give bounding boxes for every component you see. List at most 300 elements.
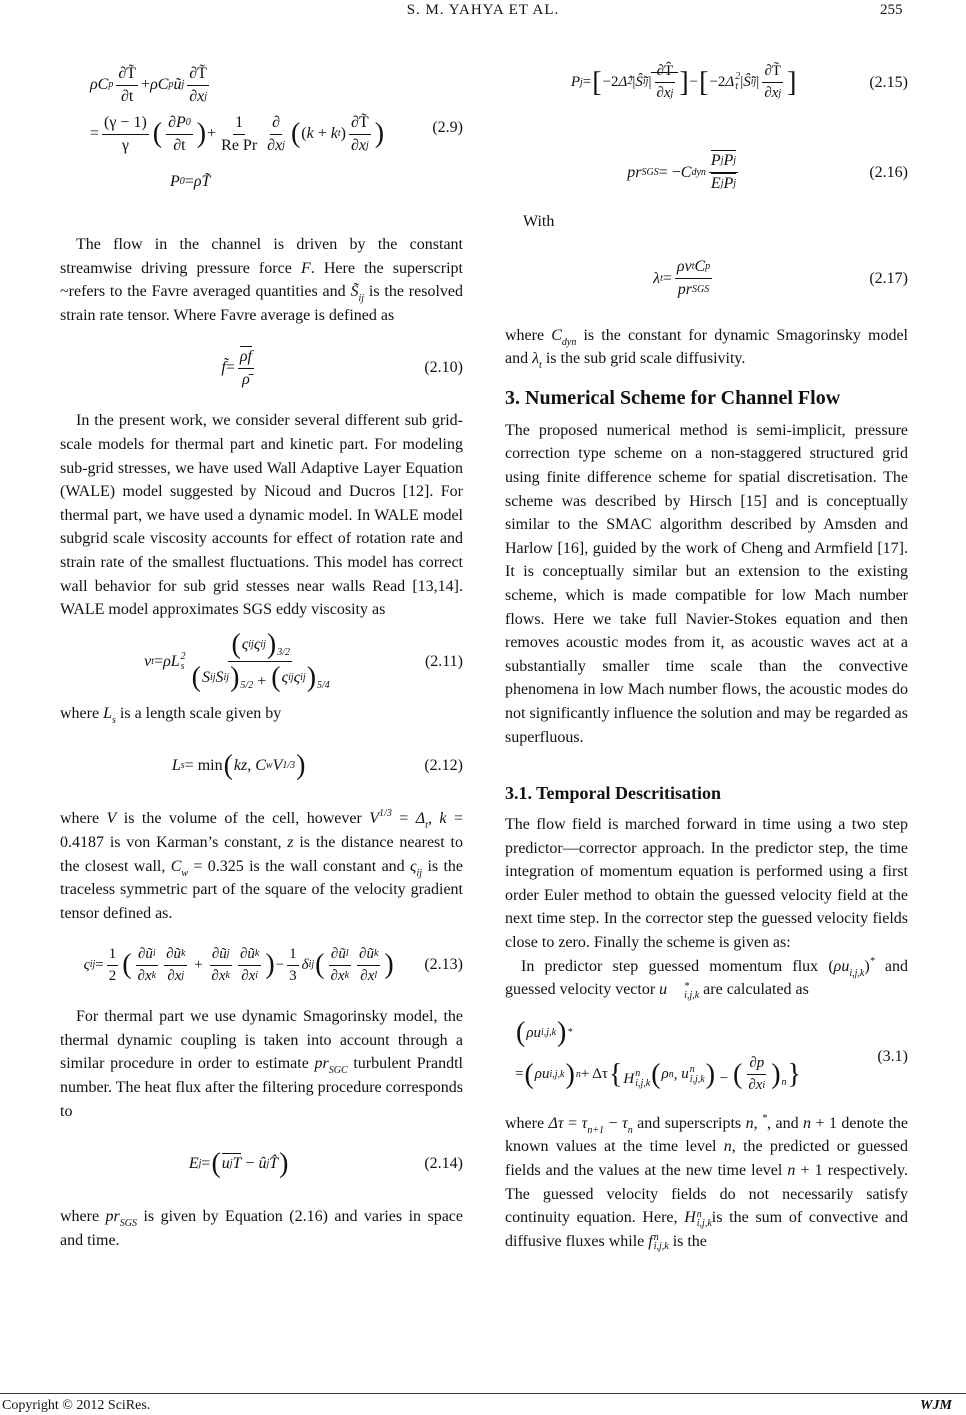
paragraph	[60, 409, 463, 621]
symbol-base: ρu	[526, 1024, 542, 1041]
superscript: n	[653, 1232, 659, 1244]
fraction	[349, 114, 371, 155]
symbol-base: V	[272, 757, 283, 775]
math-variable: z	[287, 833, 294, 851]
bracketed-term	[152, 114, 207, 155]
symbol-base: ρu	[534, 1066, 550, 1083]
math-symbol: ρC p	[90, 76, 114, 93]
symbol-base: L	[103, 704, 112, 722]
bracket: )	[230, 662, 240, 694]
numerator	[136, 946, 158, 966]
bracket: )	[565, 1058, 575, 1090]
fraction	[762, 63, 783, 102]
math-symbol: P j	[710, 152, 724, 169]
bracket: )	[266, 629, 277, 661]
math-symbol: C dyn	[680, 163, 706, 181]
math-symbol: P j	[723, 152, 737, 169]
math-symbol	[103, 704, 116, 726]
math-symbol	[532, 350, 542, 372]
denominator	[219, 135, 259, 155]
math-variable: n	[745, 1114, 754, 1132]
denominator	[709, 173, 738, 193]
paragraph	[505, 1112, 908, 1254]
bracket: (	[315, 949, 325, 981]
equation-2-9	[60, 22, 463, 233]
symbol-base: ρC	[150, 76, 169, 93]
text-run: is the constant for dynamic Smagorinsky model and	[505, 326, 908, 368]
math-symbol: ς ij	[293, 669, 306, 687]
text-run: =	[90, 125, 100, 142]
fraction	[136, 946, 159, 985]
denominator	[746, 1075, 767, 1094]
symbol-base: τ	[621, 1114, 628, 1132]
fraction	[654, 63, 675, 102]
symbol-base: ς	[281, 669, 289, 687]
math-symbol	[242, 371, 250, 389]
text-run: where	[60, 810, 107, 828]
math-symbol	[725, 72, 740, 92]
numerator	[747, 1055, 766, 1075]
symbol-base: pr	[627, 163, 642, 181]
math-group	[133, 946, 265, 985]
text-run: The proposed numerical method is semi-implicit, pressure correction type scheme on a non-staggered structured grid using finite difference scheme for spatial discretisation. The scheme was described by Hirsch [15] and is conceptually similar to the SMAC algorithm described by Amsden and Harlow [16], guided by the work of Cheng and Armfield [17]. It is conceptually similar but an extension to the existing scheme, which is made compatible for low Mach number flows. Here we take full Navier-Stokes equation and then removes acoustic modes from it, as acoustic waves act at a substantially smaller time scale than the convective phenomena in low Mach number flows, the acoustic modes do not significantly influence the solution and may be regarded as superfluous.	[505, 421, 908, 746]
math-symbol: ∂x k	[211, 967, 230, 984]
journal-name: WJM	[920, 1398, 952, 1413]
paragraph	[505, 955, 908, 1002]
math-group	[222, 1155, 278, 1173]
symbol-base: ρν	[676, 258, 692, 276]
superscript: 2	[735, 71, 741, 83]
right-column	[505, 30, 908, 1253]
bracket: )	[384, 949, 394, 981]
equation-2-11	[60, 622, 463, 702]
symbol-base: ς	[83, 956, 90, 973]
subscript: i,j,k	[689, 1073, 705, 1085]
math-group	[709, 63, 786, 102]
text-run: +	[190, 956, 207, 973]
text-run: =	[225, 359, 235, 377]
fraction	[287, 946, 299, 985]
math-symbol: ς ij	[241, 636, 254, 654]
equation-body	[505, 152, 863, 193]
text-run: =	[184, 172, 194, 190]
text-run: and guessed velocity vector	[505, 957, 908, 999]
symbol-base: pr	[105, 1208, 120, 1226]
text-run: ,	[673, 1066, 682, 1083]
symbol-base: ∂x	[189, 87, 205, 105]
symbol-base: E	[710, 175, 721, 192]
math-symbol: Ŝ̃ ij	[635, 73, 649, 90]
math-symbol: ς ij	[83, 956, 96, 973]
symbol-base: C	[694, 258, 706, 276]
equation-line	[90, 114, 385, 155]
copyright: Copyright © 2012 SciRes.	[2, 1398, 151, 1413]
text-run: |	[648, 73, 652, 90]
text-run: , and	[767, 1114, 804, 1132]
paragraph	[60, 1005, 463, 1123]
subscript: t	[425, 820, 428, 832]
math-group	[326, 946, 384, 985]
symbol-base: Δ	[415, 810, 426, 828]
bracket: )	[864, 957, 870, 975]
equation-label: (2.13)	[424, 956, 463, 974]
numerator	[102, 114, 149, 135]
equation-2-13	[60, 925, 463, 1005]
symbol-base: pr	[314, 1055, 329, 1073]
text-run: ∂T̃	[189, 64, 207, 82]
symbol-base: C	[170, 857, 182, 875]
text-run: The flow field is marched forward in time using a two step predictor—corrector approach. In the predictor step, the time integration of momentum equation is performed using a first order Euler method to obtain the guessed velocity field at the next time step. In the corrector step the guessed velocity fields close to zero. Finally the scheme is given as:	[505, 816, 908, 952]
bracket: )	[557, 1017, 567, 1049]
denominator	[329, 966, 352, 985]
text-run: ∂T̃	[118, 64, 137, 82]
superscript: n	[689, 1063, 695, 1075]
superscript: n	[696, 1208, 702, 1220]
text-run: −	[716, 1070, 733, 1087]
bracketed-term	[191, 664, 241, 692]
bracket: (	[828, 957, 834, 975]
math-symbol: Δ̂ 2	[618, 73, 633, 90]
denominator	[240, 369, 252, 389]
fraction	[116, 65, 138, 106]
fraction	[209, 946, 232, 985]
equation-label: (2.12)	[424, 757, 463, 775]
symbol-base: u	[659, 981, 668, 999]
symbol-base: ς	[293, 669, 301, 687]
math-symbol	[194, 173, 211, 191]
text-run: is the volume of the cell, however	[116, 810, 370, 828]
text-run: ∂T̂	[656, 63, 674, 79]
script-stack	[690, 1065, 705, 1085]
script-stack	[635, 1069, 650, 1089]
bracket: [	[592, 66, 602, 98]
fraction	[675, 258, 712, 299]
numerator	[164, 946, 187, 966]
symbol-base: H	[623, 1070, 635, 1087]
denominator	[239, 966, 260, 985]
fraction	[357, 946, 380, 985]
math-symbol: S ij	[215, 669, 230, 687]
numerator	[166, 114, 193, 135]
text-run: is the sum of convective and diffusive fluxes while	[505, 1209, 908, 1250]
bracket: (	[152, 118, 163, 149]
equation-body	[60, 1150, 418, 1178]
text-run: ,	[427, 810, 440, 828]
math-symbol	[307, 125, 314, 143]
symbol-base: ∂x	[211, 967, 226, 984]
text-run: 1	[289, 945, 297, 962]
text-run: is the sub grid scale diffusivity.	[541, 350, 746, 368]
fraction	[187, 65, 209, 106]
math-group	[242, 636, 266, 654]
subscript: i,j,k	[696, 1217, 712, 1229]
math-symbol	[415, 810, 428, 832]
subscript: SGC	[328, 1065, 348, 1077]
equation-3-1	[505, 1002, 908, 1112]
math-group	[603, 63, 679, 102]
symbol-base: Δ	[725, 73, 735, 90]
denominator	[119, 86, 135, 106]
math-symbol: ∂x k	[330, 967, 350, 984]
symbol-base: ∂x	[167, 967, 182, 984]
math-symbol	[648, 1232, 669, 1253]
page-number: 255	[880, 2, 903, 18]
text-run: +	[253, 673, 271, 691]
text-run: where	[505, 326, 552, 344]
paragraph	[60, 233, 463, 327]
math-symbol: ∂x j	[350, 136, 369, 154]
text-run: are calculated as	[699, 981, 809, 999]
subscript: dyn	[561, 336, 577, 348]
script-stack	[668, 982, 699, 1000]
symbol-base: C	[255, 757, 266, 775]
math-symbol: ρC p	[150, 76, 174, 93]
numerator	[210, 946, 232, 966]
text-run: is a length scale given by	[115, 704, 282, 722]
symbol-base: ∂x	[764, 85, 779, 101]
bracketed-term	[230, 631, 277, 659]
math-symbol: L s	[171, 757, 185, 775]
symbol-base: ς	[241, 636, 249, 654]
math-symbol: ∂ũ k	[359, 945, 379, 962]
math-symbol	[350, 283, 365, 305]
denominator	[165, 966, 186, 985]
denominator	[209, 966, 232, 985]
bracket: {	[608, 1058, 623, 1090]
bracketed-term	[515, 1019, 567, 1047]
numerator	[655, 63, 676, 83]
symbol-base: C	[551, 326, 562, 344]
symbol-base: L	[171, 757, 181, 775]
bracketed-term	[732, 1055, 782, 1094]
denominator	[171, 135, 187, 155]
section-heading: 3. Numerical Scheme for Channel Flow	[505, 386, 841, 409]
text-run: turbulent Prandtl number. The heat flux after the filtering procedure corresponds to	[60, 1055, 464, 1120]
bracket: (	[516, 1017, 526, 1049]
symbol-base: ∂x	[241, 967, 256, 984]
text-run: +	[207, 125, 217, 142]
superscript: 1/3	[379, 808, 392, 820]
math-symbol: λ t	[653, 269, 663, 287]
bracket: )	[296, 750, 306, 782]
text-run: −	[241, 1155, 259, 1173]
text-run: is the	[668, 1232, 707, 1250]
equation-body	[60, 752, 418, 780]
math-group	[222, 1155, 242, 1172]
math-symbol	[621, 1114, 633, 1136]
math-symbol: ρu i,j,k	[526, 1024, 557, 1041]
text-run: + 1 respectively. The guessed velocity fields do not necessarily satisfy continuity equation. Here,	[505, 1162, 908, 1227]
denominator	[120, 135, 131, 155]
text-run: where	[60, 1208, 106, 1226]
symbol-base: ∂ũ	[359, 945, 374, 962]
numerator	[349, 114, 371, 135]
denominator	[349, 135, 371, 155]
subscript: SGS	[119, 1218, 138, 1230]
fraction	[166, 114, 193, 155]
text-run: γ	[121, 136, 129, 154]
symbol-base: pr	[677, 281, 693, 299]
text-run: For thermal part we use dynamic Smagorinsky model, the thermal dynamic coupling is taken into account through a similar procedure in order to estimate	[60, 1008, 463, 1073]
equation-2-17	[505, 234, 908, 324]
text-run: −	[275, 956, 285, 973]
text-run: = min	[184, 757, 223, 775]
subscript: i,j,k	[684, 989, 700, 1001]
text-run: +	[141, 76, 151, 93]
math-symbol: C p	[694, 258, 711, 276]
math-symbol: C w	[255, 757, 273, 775]
numerator	[238, 348, 254, 369]
subscript: s	[180, 660, 185, 672]
symbol-base: λ	[532, 350, 540, 368]
math-symbol	[749, 1055, 764, 1072]
math-group	[202, 669, 229, 687]
equation-2-14	[60, 1123, 463, 1205]
superscript: *	[684, 980, 690, 992]
equation-2-10	[60, 327, 463, 409]
text-run: −	[689, 74, 699, 90]
text-run: 2	[108, 967, 117, 984]
text-run: . Here the superscript ~refers to the Favre averaged quantities and	[60, 259, 463, 301]
bracket: (	[651, 1058, 661, 1090]
bracketed-term	[523, 1058, 575, 1090]
math-symbol: ς ij	[253, 636, 266, 654]
denominator	[654, 83, 675, 102]
math-symbol: ũ j	[173, 76, 185, 93]
denominator	[676, 279, 711, 299]
math-symbol	[240, 348, 252, 366]
symbol-base: δ	[301, 956, 309, 973]
symbol-base: H	[684, 1209, 696, 1227]
symbol-base: T	[232, 1155, 242, 1173]
text-run: In predictor step guessed momentum flux	[521, 957, 829, 975]
symbol-base: ∂ũ	[166, 945, 181, 962]
symbol-base: P	[723, 175, 734, 192]
bracketed-term	[121, 946, 275, 985]
symbol-base: τ	[581, 1114, 588, 1132]
text-run: =	[154, 652, 164, 670]
symbol-base: ρT̃	[193, 172, 211, 190]
script-stack	[697, 1210, 712, 1228]
equation-2-12	[60, 725, 463, 807]
text-run: (γ − 1)	[104, 113, 147, 131]
math-symbol	[105, 1208, 138, 1230]
text-run: =	[563, 1114, 582, 1132]
fraction	[265, 114, 287, 155]
denominator	[107, 966, 119, 985]
subscript: i,j,k	[849, 967, 865, 979]
math-symbol: V 1/3	[272, 757, 296, 775]
subscript: ij	[416, 867, 423, 879]
numerator	[187, 65, 209, 86]
math-symbol: pr SGS	[677, 281, 710, 299]
symbol-base: u	[681, 1066, 689, 1083]
subscript: ij	[358, 293, 365, 305]
numerator	[116, 65, 138, 86]
equation-body	[60, 946, 418, 985]
text-run: −2	[602, 73, 619, 90]
text-run: In the present work, we consider several different sub grid-scale models for thermal part and kinetic part. For modeling sub-grid stresses, we have used Wall Adaptive Layer Equation (WALE) model suggested by Nicoud and Ducros [12]. For thermal part, we have used a dynamic model. In WALE model subgrid scale viscosity accounts for effect of rotation rate and strain rate of the smallest fluctuations. This model has correct wall behavior for sub grid stesses near walls Read [13,14]. WALE model approximates SGS eddy viscosity as	[60, 412, 463, 619]
symbol-base: û	[258, 1155, 267, 1173]
equation-label: (2.17)	[869, 269, 908, 287]
math-symbol	[369, 810, 392, 827]
text-run: |	[740, 73, 744, 90]
numerator	[228, 631, 292, 662]
math-symbol: ∂x i	[241, 967, 259, 984]
text-run: =	[582, 74, 592, 90]
bracket: )	[265, 949, 275, 981]
math-symbol: ∂P 0	[168, 113, 191, 131]
math-group: H n i,j,k ( ρ n , u n i,j,k ) − ( ∂p ∂x i ) n	[623, 1055, 787, 1094]
superscript: 2	[180, 650, 186, 662]
text-run: ∂	[272, 113, 280, 131]
equation-label: (3.1)	[877, 1047, 908, 1065]
denominator	[189, 662, 332, 692]
bracket: (	[122, 949, 132, 981]
symbol-base: ∂x	[656, 85, 671, 101]
text-run: −2	[709, 73, 726, 90]
denominator	[136, 966, 159, 985]
symbol-base: ρC	[90, 76, 109, 93]
superscript: n	[635, 1068, 641, 1080]
math-symbol: k t	[330, 124, 341, 142]
math-variable: n	[787, 1162, 796, 1180]
subscript: i,j,k	[653, 1241, 669, 1253]
symbol-base: P	[710, 152, 721, 169]
bracket: (	[231, 629, 241, 661]
fraction	[164, 946, 187, 985]
fraction	[746, 1055, 767, 1094]
symbol-base: ς	[253, 636, 261, 654]
symbol-base: S̃	[350, 283, 359, 301]
math-symbol	[681, 1065, 705, 1085]
math-symbol: û j	[258, 1155, 270, 1173]
math-symbol: E j	[188, 1155, 202, 1173]
equation-line	[90, 65, 212, 106]
symbol-base: ρ	[661, 1066, 669, 1083]
text-run: =	[391, 810, 416, 828]
math-group	[677, 258, 710, 275]
paragraph	[505, 324, 908, 371]
text-run: + Δτ	[580, 1066, 608, 1083]
bracketed-term	[591, 63, 689, 102]
symbol-base: k	[306, 124, 314, 142]
fraction	[238, 946, 261, 985]
math-symbol: pr SGS	[627, 163, 659, 181]
symbol-base: ∂ũ	[239, 945, 255, 962]
text-run: (	[301, 124, 307, 142]
math-symbol	[410, 857, 423, 879]
symbol-base: P	[170, 172, 180, 190]
bracket: )	[771, 1058, 781, 1090]
math-group	[711, 152, 736, 169]
math-symbol: E j	[710, 175, 724, 192]
symbol-base: k	[330, 124, 338, 142]
bracket: )	[705, 1058, 716, 1090]
math-symbol: P j	[723, 175, 737, 192]
math-symbol: ς ij	[281, 669, 294, 687]
equation-label: (2.15)	[869, 73, 908, 91]
symbol-base: S	[215, 669, 224, 687]
text-run: ∂t	[121, 87, 134, 105]
equation-body	[60, 348, 418, 389]
subscript: n	[627, 1124, 633, 1136]
symbol-base: ς	[410, 857, 417, 875]
math-symbol: ∂x j	[167, 967, 185, 984]
bracket: ]	[679, 66, 689, 98]
math-group: ( ς ij ς ij ) 3/2	[231, 629, 290, 661]
bracket: (	[211, 1148, 221, 1180]
